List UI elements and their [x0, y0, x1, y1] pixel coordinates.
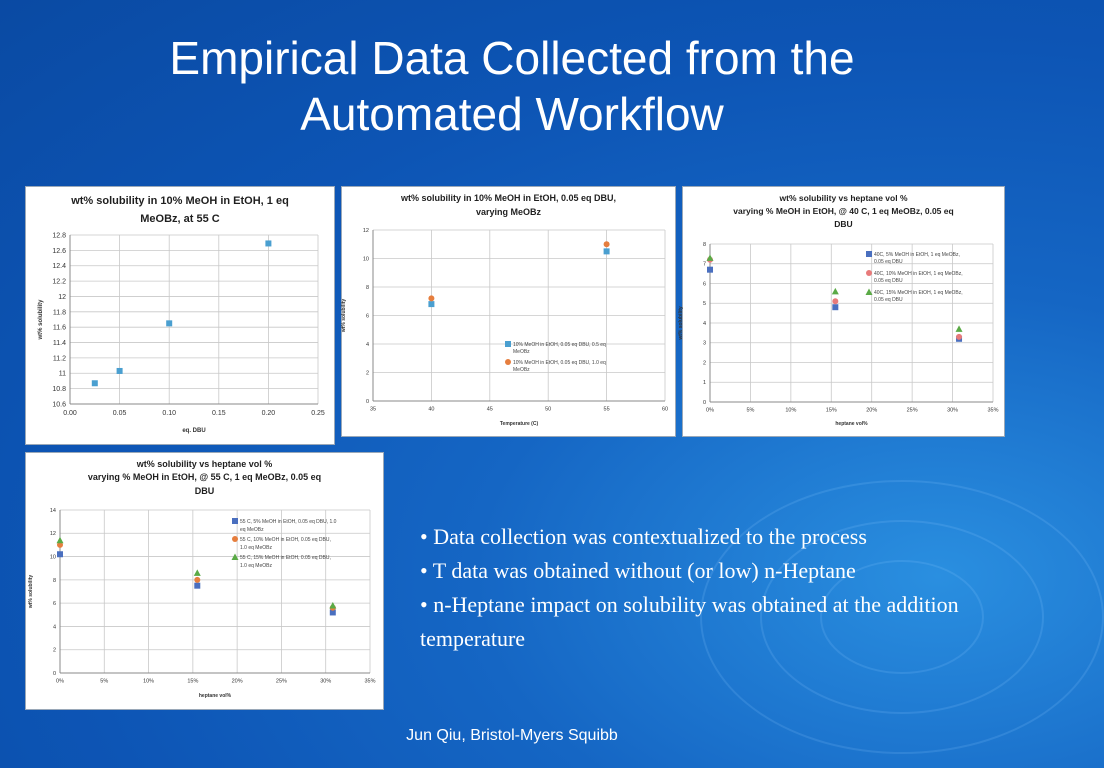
y-tick-label: 2 — [365, 370, 369, 377]
data-series — [428, 241, 609, 301]
bullet-item: • n-Heptane impact on solubility was obtained at the addition temperature — [420, 592, 959, 651]
legend — [505, 341, 606, 373]
y-tick-label: 4 — [702, 320, 706, 327]
data-point — [117, 368, 123, 374]
y-tick-label: 10.8 — [52, 386, 66, 394]
y-axis-label: wt% solubility — [678, 306, 684, 340]
legend-marker — [866, 270, 872, 276]
x-tick-label: 45 — [486, 406, 493, 413]
y-tick-label: 4 — [52, 624, 56, 631]
y-axis-label: wt% solubility — [341, 298, 347, 333]
chart-panel-eq-dbu — [25, 186, 335, 445]
y-tick-label: 14 — [49, 507, 56, 514]
x-tick-label: 0.10 — [162, 410, 177, 417]
y-tick-label: 10 — [49, 554, 56, 561]
y-tick-label: 6 — [365, 313, 369, 320]
x-tick-label: 35% — [987, 407, 999, 414]
chart-title-line: MeOBz, at 55 C — [140, 213, 220, 225]
x-tick-label: 10% — [143, 678, 155, 685]
chart-panel-heptane-40c — [678, 186, 1005, 437]
y-tick-label: 11.2 — [52, 355, 66, 363]
x-tick-label: 0.25 — [311, 410, 325, 417]
data-point — [832, 288, 839, 295]
x-tick-label: 0% — [56, 678, 64, 685]
legend-label: 40C, 10% MeOH in EtOH, 1 eq MeOBz, — [874, 271, 963, 277]
legend-label: 40C, 5% MeOH in EtOH, 1 eq MeOBz, — [874, 252, 960, 258]
data-point — [194, 569, 201, 576]
legend-label: 10% MeOH in EtOH, 0.05 eq DBU, 0.5 eq — [513, 342, 606, 348]
chart-title-line: varying MeOBz — [475, 207, 542, 217]
data-point — [956, 325, 963, 332]
y-tick-label: 5 — [702, 301, 706, 308]
y-tick-label: 4 — [365, 341, 369, 348]
x-axis-label: Temperature (C) — [499, 421, 539, 427]
x-tick-label: 15% — [825, 407, 837, 414]
data-point — [57, 551, 63, 557]
legend-label: 0.05 eq DBU — [874, 297, 903, 303]
y-tick-label: 12 — [49, 531, 56, 538]
bullet-item: • T data was obtained without (or low) n-Heptane — [420, 558, 856, 583]
legend-marker — [505, 359, 511, 365]
x-tick-label: 0.00 — [63, 410, 77, 417]
legend-label: MeOBz — [513, 349, 530, 355]
data-series — [428, 248, 609, 307]
y-tick-label: 3 — [702, 340, 706, 347]
legend-label: 40C, 15% MeOH in EtOH, 1 eq MeOBz, — [874, 290, 963, 296]
chart-title-line: DBU — [194, 486, 215, 496]
x-tick-label: 55 — [603, 406, 610, 413]
y-tick-label: 10 — [362, 256, 369, 263]
y-tick-label: 0 — [52, 670, 56, 677]
x-axis-label: heptane vol% — [198, 693, 232, 699]
y-tick-label: 11.8 — [52, 309, 66, 317]
legend-label: 0.05 eq DBU — [874, 259, 903, 265]
legend-label: 55 C, 15% MeOH in EtOH, 0.05 eq DBU, — [240, 555, 331, 561]
slide-title — [0, 30, 1024, 142]
data-point — [428, 301, 434, 307]
x-tick-label: 35% — [364, 678, 376, 685]
data-point — [57, 537, 64, 544]
data-series — [707, 267, 962, 342]
data-point — [604, 241, 610, 247]
y-tick-label: 8 — [702, 241, 706, 248]
x-tick-label: 25% — [906, 407, 918, 414]
x-tick-label: 25% — [275, 678, 287, 685]
legend-label: 0.05 eq DBU — [874, 278, 903, 284]
legend-label: 55 C, 5% MeOH in EtOH, 0.05 eq DBU, 1.0 — [240, 519, 337, 525]
data-point — [956, 334, 962, 340]
slide-title-line-1: Empirical Data Collected from the — [169, 32, 855, 84]
legend-label: 1.0 eq MeOBz — [240, 563, 272, 569]
data-point — [265, 240, 271, 246]
y-tick-label: 1 — [702, 380, 706, 387]
legend-label: eq MeOBz — [240, 527, 264, 533]
y-tick-label: 0 — [365, 398, 369, 405]
legend-label: 1.0 eq MeOBz — [240, 545, 272, 551]
chart-heptane-40c — [678, 187, 1004, 436]
chart-title-line: DBU — [834, 219, 853, 229]
y-tick-label: 12.4 — [52, 263, 66, 271]
data-point — [707, 254, 714, 261]
chart-title-line: wt% solubility vs heptane vol % — [136, 459, 273, 469]
x-tick-label: 15% — [187, 678, 199, 685]
data-series — [92, 240, 272, 386]
x-tick-label: 0.15 — [211, 410, 226, 417]
chart-heptane-55c — [26, 453, 383, 709]
x-tick-label: 60 — [661, 406, 669, 413]
y-tick-label: 11.6 — [52, 324, 66, 332]
chart-eq-dbu — [26, 187, 334, 444]
y-tick-label: 6 — [702, 281, 706, 288]
chart-title-line: wt% solubility in 10% MeOH in EtOH, 1 eq — [71, 195, 289, 207]
chart-panel-heptane-55c — [25, 452, 384, 710]
y-tick-label: 2 — [702, 360, 706, 367]
data-point — [428, 295, 434, 301]
y-tick-label: 7 — [702, 261, 706, 268]
data-series — [707, 257, 962, 340]
x-tick-label: 40 — [428, 406, 435, 413]
x-tick-label: 35 — [369, 406, 377, 413]
footer-credit: Jun Qiu, Bristol-Myers Squibb — [406, 727, 618, 744]
data-point — [832, 298, 838, 304]
chart-title-line: varying % MeOH in EtOH, @ 55 C, 1 eq MeOBz, 0.05 eq — [87, 472, 322, 482]
y-tick-label: 12.2 — [52, 278, 66, 286]
chart-temperature — [342, 187, 675, 436]
y-tick-label: 8 — [52, 577, 56, 584]
legend-label: 55 C, 10% MeOH in EtOH, 0.05 eq DBU, — [240, 537, 331, 543]
y-tick-label: 11 — [58, 370, 66, 378]
data-point — [166, 320, 172, 326]
y-tick-label: 10.6 — [52, 401, 66, 409]
y-tick-label: 12 — [58, 293, 66, 301]
bullet-item: • Data collection was contextualized to the process — [420, 524, 867, 549]
y-tick-label: 12 — [362, 227, 369, 234]
chart-title-line: wt% solubility vs heptane vol % — [779, 193, 908, 203]
y-tick-label: 6 — [52, 601, 56, 608]
x-tick-label: 0% — [706, 407, 714, 414]
legend — [866, 251, 963, 303]
x-tick-label: 0.05 — [112, 410, 127, 417]
y-tick-label: 12.6 — [52, 247, 66, 255]
legend-marker — [505, 341, 511, 347]
data-point — [707, 267, 713, 273]
data-series — [57, 537, 337, 609]
data-point — [194, 583, 200, 589]
y-tick-label: 12.8 — [52, 232, 66, 240]
y-tick-label: 8 — [365, 284, 369, 291]
legend-marker — [232, 536, 238, 542]
slide-title-line-2: Automated Workflow — [300, 88, 724, 140]
x-tick-label: 50 — [545, 406, 552, 413]
x-tick-label: 20% — [866, 407, 878, 414]
x-tick-label: 20% — [231, 678, 243, 685]
x-axis-label: eq. DBU — [182, 428, 206, 434]
y-tick-label: 11.4 — [52, 339, 66, 347]
y-axis-label: wt% solubility — [28, 574, 34, 609]
y-tick-label: 0 — [702, 399, 706, 406]
x-tick-label: 30% — [947, 407, 959, 414]
data-point — [832, 304, 838, 310]
data-point — [604, 248, 610, 254]
x-axis-label: heptane vol% — [835, 421, 868, 427]
x-tick-label: 0.20 — [261, 410, 276, 417]
legend-marker — [866, 251, 872, 257]
legend-label: 10% MeOH in EtOH, 0.05 eq DBU, 1.0 eq — [513, 360, 606, 366]
x-tick-label: 5% — [746, 407, 755, 414]
legend-label: MeOBz — [513, 367, 530, 373]
bullet-list — [420, 520, 1010, 656]
data-series — [57, 542, 336, 611]
legend-marker — [232, 518, 238, 524]
data-point — [92, 380, 98, 386]
legend — [232, 518, 337, 569]
x-tick-label: 5% — [100, 678, 109, 685]
chart-title-line: varying % MeOH in EtOH, @ 40 C, 1 eq MeOBz, 0.05 eq — [733, 206, 954, 216]
y-tick-label: 2 — [52, 647, 56, 654]
chart-panel-temperature — [341, 186, 676, 437]
chart-title-line: wt% solubility in 10% MeOH in EtOH, 0.05 eq DBU, — [400, 193, 617, 203]
data-point — [194, 577, 200, 583]
y-axis-label: wt% solubility — [38, 299, 44, 340]
x-tick-label: 10% — [785, 407, 797, 414]
x-tick-label: 30% — [320, 678, 332, 685]
